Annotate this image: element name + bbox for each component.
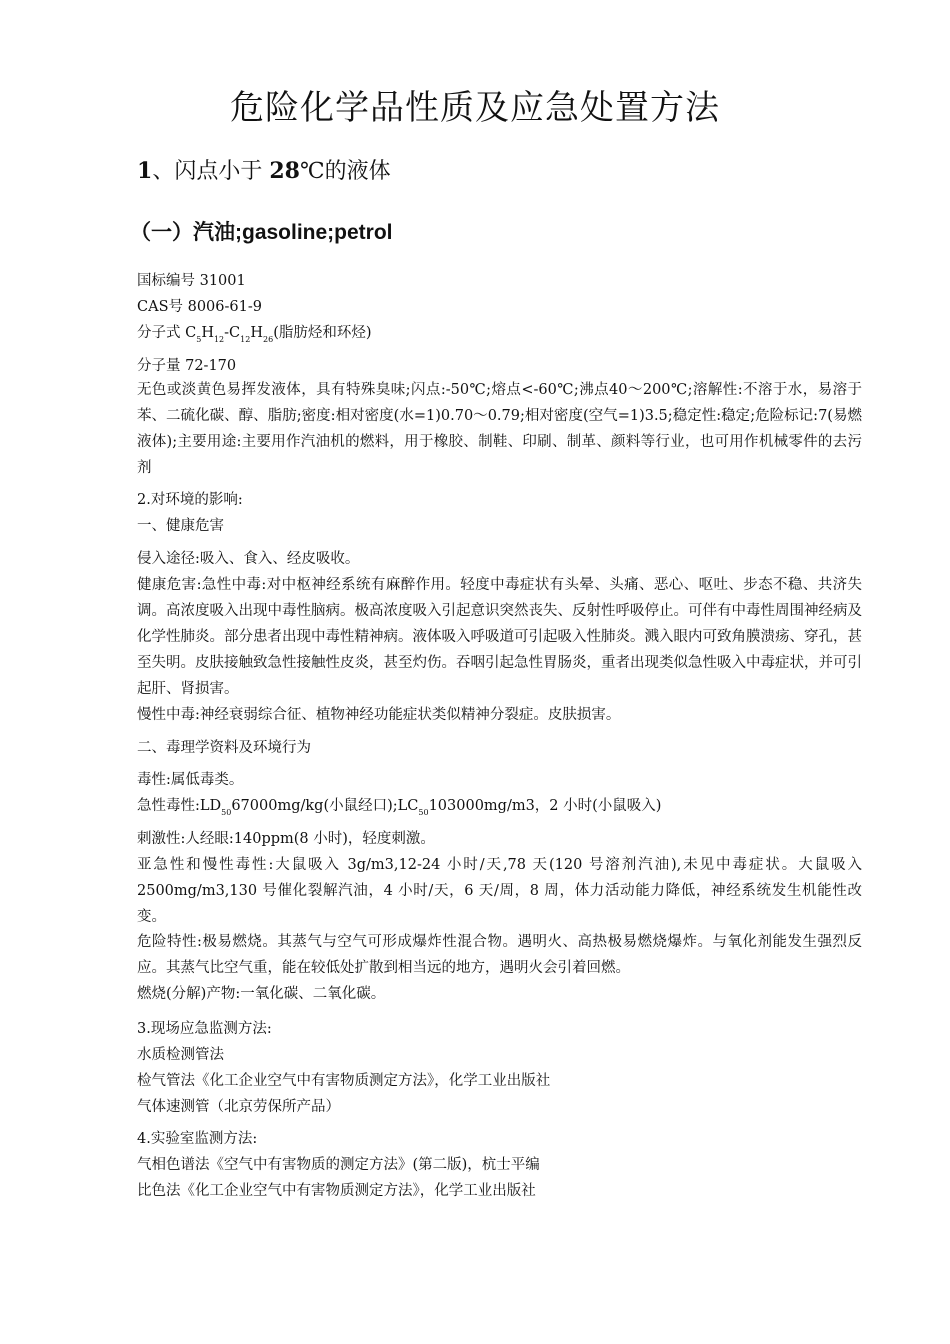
chronic-poisoning: 慢性中毒:神经衰弱综合征、植物神经功能症状类似精神分裂症。皮肤损害。 [137, 707, 621, 723]
lab-monitoring-section [137, 1126, 862, 1204]
formula-prefix: 分子式 C [137, 325, 197, 341]
formula-sub: 12 [213, 335, 225, 344]
field-method: 气体速测管（北京劳保所产品） [137, 1099, 340, 1115]
formula-sub: 5 [196, 335, 202, 344]
section-heading-text-2: ℃的液体 [299, 159, 391, 184]
formula-sub: 12 [240, 335, 251, 344]
field-monitoring-section [137, 1016, 862, 1120]
ld-subscript: 50 [221, 808, 232, 817]
section-number: 1 [137, 158, 153, 184]
formula-part: H [250, 325, 263, 341]
acute-toxicity-lc: 67000mg/kg(小鼠经口);LC [231, 798, 419, 814]
health-heading: 一、健康危害 [137, 518, 224, 534]
acute-toxicity-tail: 103000mg/m3，2 小时(小鼠吸入) [428, 798, 662, 814]
lab-method: 气相色谱法《空气中有害物质的测定方法》(第二版)，杭士平编 [137, 1157, 540, 1173]
molecular-weight: 分子量 72-170 [137, 358, 237, 374]
hazard-properties: 危险特性:极易燃烧。其蒸气与空气可形成爆炸性混合物。遇明火、高热极易燃烧爆炸。与氧化剂能发生强烈反应。其蒸气比空气重，能在较低处扩散到相当远的地方，遇明火会引着回燃。 [137, 934, 862, 976]
toxicity: 毒性:属低毒类。 [137, 772, 244, 788]
lab-monitoring-heading: 4.实验室监测方法: [137, 1131, 258, 1147]
acute-toxicity [137, 793, 862, 826]
field-monitoring-heading: 3.现场应急监测方法: [137, 1021, 272, 1037]
formula-sub: 26 [263, 335, 274, 344]
toxicology-heading: 二、毒理学资料及环境行为 [137, 740, 311, 756]
subacute-chronic-toxicity: 亚急性和慢性毒性:大鼠吸入 3g/m3,12-24 小时/天,78 天(120 号溶剂汽油),未见中毒症状。大鼠吸入 2500mg/m3,130 号催化裂解汽油，4 小时/天，6 天/周，8 周，体力活动能力降低，神经系统发生机能性改变。 [137, 857, 862, 925]
acute-toxicity-ld: 急性毒性:LD [137, 798, 222, 814]
description-paragraph [137, 377, 862, 481]
molecular-formula [137, 320, 862, 353]
toxicology-heading-block [137, 735, 862, 761]
environment-section [137, 487, 862, 539]
field-method: 水质检测管法 [137, 1047, 224, 1063]
substance-heading: （一）汽油;gasoline;petrol [130, 221, 393, 244]
cas-number: CAS号 8006-61-9 [137, 299, 262, 315]
description-text: 无色或淡黄色易挥发液体，具有特殊臭味;闪点:-50℃;熔点<-60℃;沸点40～200℃;溶解性:不溶于水，易溶于苯、二硫化碳、醇、脂肪;密度:相对密度(水=1)0.70～0.79;相对密度(空气=1)3.5;稳定性:稳定;危险标记:7(易燃液体);主要用途:主要用作汽油机的燃料，用于橡胶、制鞋、印刷、制革、颜料等行业，也可用作机械零件的去污剂 [137, 382, 862, 476]
toxicology-section [137, 767, 862, 930]
formula-part: -C [224, 325, 241, 341]
document-title: 危险化学品性质及应急处置方法 [230, 88, 720, 128]
formula-part: (脂肪烃和环烃) [273, 325, 372, 341]
section-heading-text: 、闪点小于 [152, 159, 263, 184]
lab-method: 比色法《化工企业空气中有害物质测定方法》，化学工业出版社 [137, 1183, 536, 1199]
acute-health-hazard: 健康危害:急性中毒:对中枢神经系统有麻醉作用。轻度中毒症状有头晕、头痛、恶心、呕吐、步态不稳、共济失调。高浓度吸入出现中毒性脑病。极高浓度吸入引起意识突然丧失、反射性呼吸停止。可伴有中毒性周围神经病及化学性肺炎。部分患者出现中毒性精神病。液体吸入呼吸道可引起吸入性肺炎。溅入眼内可致角膜溃疡、穿孔，甚至失明。皮肤接触致急性接触性皮炎，甚至灼伤。吞咽引起急性胃肠炎，重者出现类似急性吸入中毒症状，并可引起肝、肾损害。 [137, 577, 862, 697]
irritation: 刺激性:人经眼:140ppm(8 小时)，轻度刺激。 [137, 831, 435, 847]
lc-subscript: 50 [418, 808, 429, 817]
section-heading-temp: 28 [269, 158, 300, 184]
hazard-section [137, 929, 862, 1007]
formula-part: H [201, 325, 214, 341]
un-number: 国标编号 31001 [137, 273, 246, 289]
combustion-products: 燃烧(分解)产物:一氧化碳、二氧化碳。 [137, 986, 386, 1002]
identity-block [137, 268, 862, 379]
field-method: 检气管法《化工企业空气中有害物质测定方法》，化学工业出版社 [137, 1073, 551, 1089]
health-section [137, 546, 862, 728]
exposure-route: 侵入途径:吸入、食入、经皮吸收。 [137, 551, 360, 567]
environment-heading: 2.对环境的影响: [137, 492, 243, 508]
section-heading-1 [137, 154, 391, 185]
